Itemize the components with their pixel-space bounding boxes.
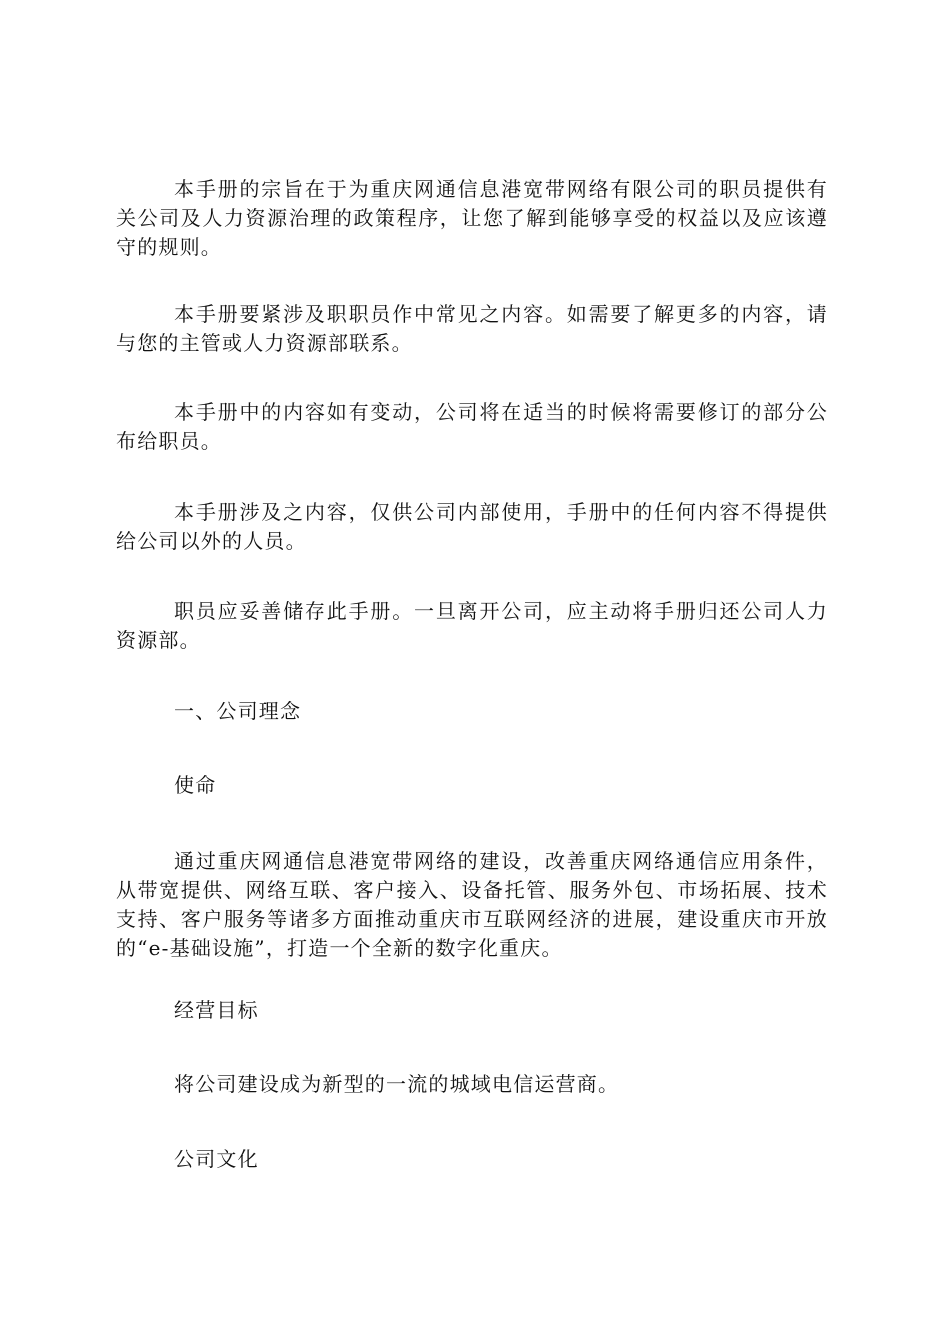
business-goal-paragraph: 将公司建设成为新型的一流的城域电信运营商。	[174, 1072, 620, 1096]
subheading-business-goal: 经营目标	[174, 998, 259, 1022]
mission-paragraph: 通过重庆网通信息港宽带网络的建设，改善重庆网络通信应用条件，从带宽提供、网络互联、客户接入、设备托管、服务外包、市场拓展、技术支持、客户服务等诸多方面推动重庆市互联网经济的进展，建设重庆市开放的“e-基础设施”，打造一个全新的数字化重庆。	[116, 849, 828, 960]
section-heading-company-philosophy: 一、公司理念	[174, 699, 302, 723]
subheading-company-culture: 公司文化	[174, 1147, 259, 1171]
intro-paragraph-confidential: 本手册涉及之内容，仅供公司内部使用，手册中的任何内容不得提供给公司以外的人员。	[116, 500, 828, 553]
intro-paragraph-purpose: 本手册的宗旨在于为重庆网通信息港宽带网络有限公司的职员提供有关公司及人力资源治理的政策程序，让您了解到能够享受的权益以及应该遵守的规则。	[116, 177, 828, 259]
intro-paragraph-changes: 本手册中的内容如有变动，公司将在适当的时候将需要修订的部分公布给职员。	[116, 400, 828, 453]
subheading-mission: 使命	[174, 773, 217, 797]
intro-paragraph-scope: 本手册要紧涉及职职员作中常见之内容。如需要了解更多的内容，请与您的主管或人力资源部联系。	[116, 302, 828, 355]
intro-paragraph-storage: 职员应妥善储存此手册。一旦离开公司，应主动将手册归还公司人力资源部。	[116, 599, 828, 652]
